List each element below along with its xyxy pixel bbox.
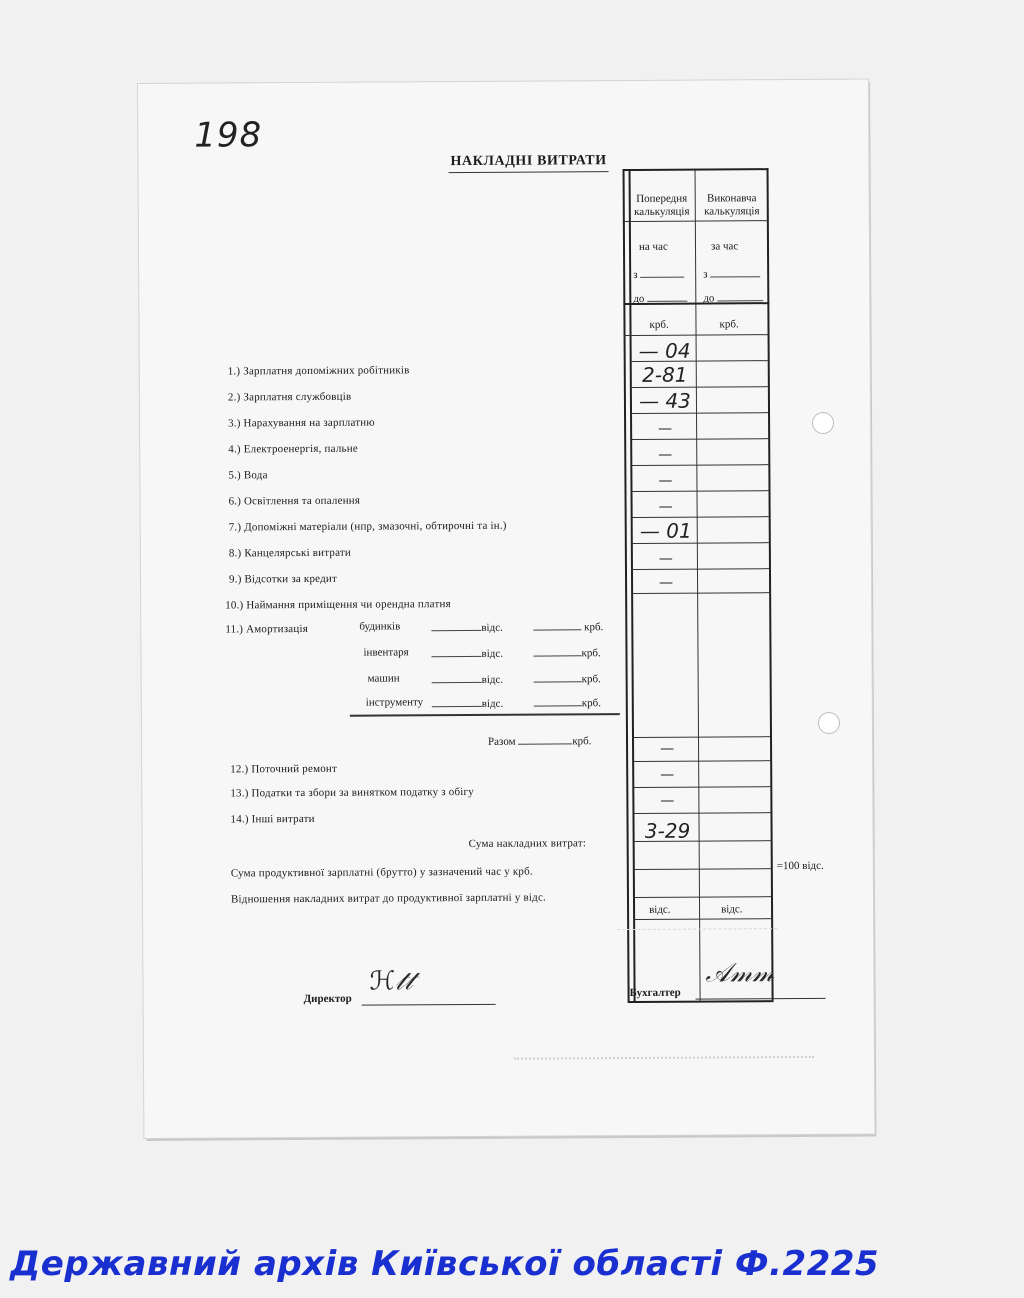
actual-calc-header: Виконавча калькуляція	[704, 192, 760, 218]
hundred-percent-label: =100 відс.	[776, 859, 824, 873]
item-value: — 01	[639, 518, 692, 543]
item-label: 1.) Зарплатня допоміжних робітників	[227, 364, 410, 378]
amortization-row-label: машин	[367, 672, 400, 685]
amortization-row-unit: крб.	[584, 621, 604, 634]
title-underline	[449, 171, 609, 173]
actual-unit-label: крб.	[719, 318, 739, 331]
item-label: 7.) Допоміжні матеріали (нпр, змазочні, обтирочні та ін.)	[228, 519, 507, 534]
accountant-signature: 𝒜𝓂𝓂	[705, 958, 775, 989]
actual-pct-unit: відс.	[721, 903, 743, 916]
item-value: 2-81	[642, 362, 688, 387]
punch-hole	[818, 712, 840, 734]
amortization-row-pct: відс.	[481, 697, 504, 710]
amortization-total-unit: крб.	[572, 735, 592, 748]
ratio-label: Відношення накладних витрат до продуктивної зарплатні у відс.	[230, 891, 547, 906]
item-label: 6.) Освітлення та опалення	[228, 494, 361, 508]
item-value: —	[659, 574, 674, 591]
amortization-row-pct: відс.	[481, 673, 504, 686]
prelim-calc-header: Попередня калькуляція	[634, 192, 690, 218]
item-value: —	[658, 472, 673, 489]
punch-hole	[812, 412, 834, 434]
item-value: —	[660, 792, 675, 809]
amortization-row-label: інструменту	[365, 696, 424, 709]
item-label: 3.) Нарахування на зарплатню	[228, 416, 375, 430]
sum-value: 3-29	[644, 818, 691, 843]
item-value: —	[658, 498, 673, 515]
item-value: — 43	[638, 388, 691, 413]
accountant-label: Бухгалтер	[629, 986, 681, 1000]
actual-to-label: до	[703, 292, 715, 305]
amortization-label: 11.) Амортизація	[225, 622, 309, 636]
prelim-unit-label: крб.	[649, 318, 669, 331]
amortization-row-label: інвентаря	[363, 646, 409, 659]
item-value: —	[658, 550, 673, 567]
item-label: 10.) Наймання приміщення чи орендна платня	[225, 598, 451, 612]
amortization-total-label: Разом	[487, 735, 516, 748]
prelim-period-label: на час	[638, 240, 668, 253]
page-number: 198	[194, 115, 263, 156]
director-label: Директор	[303, 992, 352, 1006]
item-label: 13.) Податки та збори за винятком податку з обігу	[230, 785, 474, 800]
item-label: 12.) Поточний ремонт	[230, 762, 338, 776]
document-page	[138, 80, 874, 1138]
item-label: 5.) Вода	[228, 469, 268, 482]
amortization-row-unit: крб.	[581, 697, 602, 710]
productive-wage-label: Сума продуктивної зарплатні (брутто) у зазначений час у крб.	[230, 865, 533, 880]
item-value: — 04	[638, 338, 691, 363]
amortization-row-unit: крб.	[581, 673, 601, 686]
prelim-pct-unit: відс.	[649, 903, 671, 916]
item-label: 8.) Канцелярські витрати	[228, 546, 352, 560]
director-signature: ℋ𝓉𝓉	[369, 966, 413, 997]
prelim-to-label: до	[633, 292, 645, 305]
actual-from-label: з	[703, 268, 708, 281]
sum-label: Сума накладних витрат:	[468, 837, 587, 850]
item-label: 2.) Зарплатня службовців	[227, 390, 352, 404]
actual-period-label: за час	[710, 240, 739, 253]
prelim-from-label: з	[633, 268, 638, 281]
item-value: —	[658, 420, 673, 437]
item-label: 4.) Електроенергія, пальне	[228, 442, 358, 456]
archive-caption: Державний архів Київської області Ф.2225	[10, 1244, 880, 1284]
amortization-row-unit: крб.	[581, 647, 601, 660]
item-value: —	[660, 766, 675, 783]
amortization-row-pct: відс.	[481, 647, 504, 660]
item-value: —	[660, 740, 675, 757]
amortization-row-pct: відс.	[481, 621, 503, 634]
item-label: 14.) Інші витрати	[230, 812, 315, 826]
item-value: —	[658, 446, 673, 463]
item-label: 9.) Відсотки за кредит	[228, 572, 338, 586]
amortization-row-label: будинків	[359, 620, 401, 633]
document-title: НАКЛАДНІ ВИТРАТИ	[450, 153, 607, 170]
